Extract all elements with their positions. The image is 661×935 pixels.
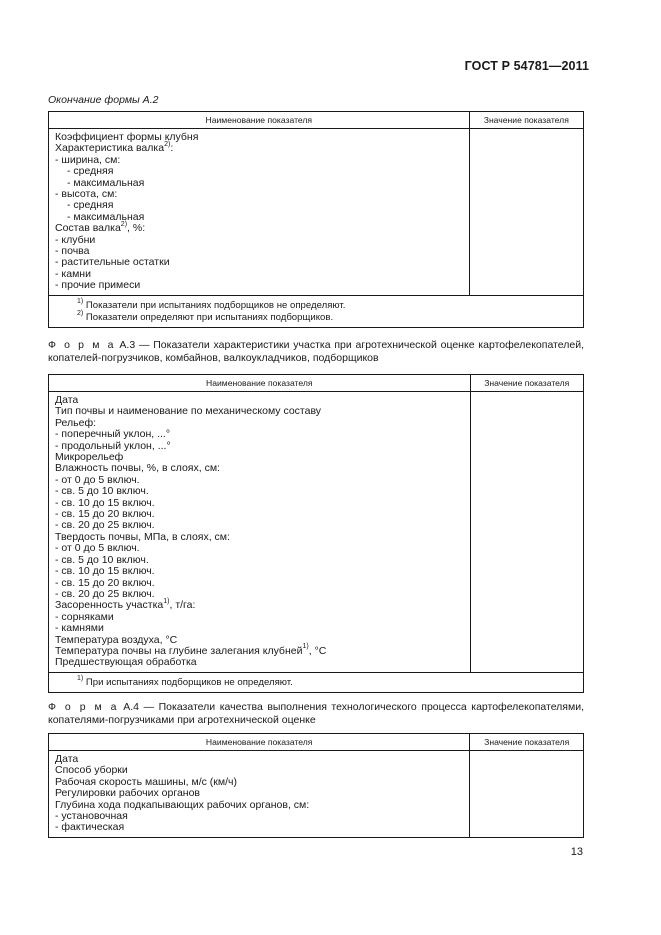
footnotes: [49, 295, 584, 327]
form-a3-title: Ф о р м а А.3 — Показатели характеристики участка при агротехнической оценке картофелекопателей, копателей-погрузчиков, комбайнов, валкоукладчиков, подборщиков: [48, 339, 584, 364]
indicator-line: Дата: [55, 753, 79, 765]
table-body-row: [49, 129, 584, 296]
indicator-line: - сорняками: [55, 610, 114, 623]
column-header-value: Значение показателя: [469, 112, 583, 129]
indicator-line: Дата: [55, 394, 79, 406]
column-header-value: Значение показателя: [470, 734, 584, 751]
table-header-row: [49, 112, 584, 129]
indicator-line: - максимальная: [67, 210, 145, 223]
indicator-line: - камнями: [55, 622, 104, 635]
form-a2-caption: Окончание формы А.2: [48, 94, 159, 106]
indicator-line: - от 0 до 5 включ.: [55, 473, 140, 486]
footnotes: [49, 672, 584, 692]
indicator-line: Засоренность участка$^{1)}$, т/га:: [55, 597, 196, 612]
footnote: $^{2)}$ Показатели определяют при испытаниях подборщиков.: [77, 309, 334, 323]
indicator-line: - св. 10 до 15 включ.: [55, 565, 155, 578]
indicator-line: Глубина хода подкапывающих рабочих органов, см:: [55, 798, 310, 811]
indicator-line: - почва: [55, 245, 90, 258]
table-header-row: [49, 375, 584, 392]
column-header-name: Наименование показателя: [49, 112, 470, 129]
indicator-line: Твердость почвы, МПа, в слоях, см:: [55, 530, 230, 543]
indicator-line: Регулировки рабочих органов: [55, 787, 200, 800]
column-header-value: Значение показателя: [470, 375, 583, 392]
value-cell: [469, 129, 583, 296]
indicator-line: - высота, см:: [55, 188, 118, 201]
indicator-line: - св. 10 до 15 включ.: [55, 496, 155, 509]
indicator-line: - растительные остатки: [55, 256, 170, 269]
indicator-list: [49, 751, 470, 838]
indicator-line: Микрорельеф: [55, 451, 124, 464]
indicator-line: - св. 5 до 10 включ.: [55, 485, 149, 498]
indicator-line: - св. 15 до 20 включ.: [55, 508, 155, 521]
indicator-line: - прочие примеси: [55, 279, 141, 292]
indicator-line: Характеристика валка$^{2)}$:: [55, 140, 174, 155]
value-cell: [470, 392, 583, 673]
indicator-line: - поперечный уклон, ...°: [55, 428, 171, 441]
indicator-line: Рабочая скорость машины, м/с (км/ч): [55, 775, 237, 788]
form-a2-table: [48, 111, 584, 328]
document-id: ГОСТ Р 54781—2011: [464, 59, 589, 73]
column-header-name: Наименование показателя: [49, 734, 470, 751]
table-header-row: [49, 734, 584, 751]
indicator-line: - средняя: [67, 199, 114, 212]
indicator-line: - фактическая: [55, 821, 125, 834]
indicator-list: [49, 129, 470, 296]
table-body-row: [49, 751, 584, 838]
indicator-line: - св. 20 до 25 включ.: [55, 587, 155, 600]
indicator-line: Состав валка$^{2)}$, %:: [55, 220, 146, 235]
column-header-name: Наименование показателя: [49, 375, 471, 392]
indicator-list: [49, 392, 471, 673]
footnote: $^{1)}$ Показатели при испытаниях подборщиков не определяют.: [77, 297, 346, 311]
indicator-line: - св. 20 до 25 включ.: [55, 519, 155, 532]
form-a4-table: [48, 733, 584, 838]
indicator-line: - средняя: [67, 165, 114, 178]
footnote-row: [49, 295, 584, 327]
indicator-line: Влажность почвы, %, в слоях, см:: [55, 462, 220, 475]
indicator-line: - камни: [55, 267, 91, 280]
indicator-line: - св. 5 до 10 включ.: [55, 553, 149, 566]
footnote-row: [49, 672, 584, 692]
indicator-line: - установочная: [55, 810, 128, 823]
indicator-line: Температура почвы на глубине залегания клубней$^{1)}$, °С: [55, 643, 327, 657]
indicator-line: - от 0 до 5 включ.: [55, 542, 140, 555]
indicator-line: Коэффициент формы клубня: [55, 131, 199, 143]
indicator-line: - клубни: [55, 233, 96, 246]
form-a4-title: Ф о р м а А.4 — Показатели качества выполнения технологического процесса картофелекопателями, копателями-погрузчиками при агротехнической оценке: [48, 701, 584, 726]
indicator-line: - максимальная: [67, 176, 145, 189]
indicator-line: - св. 15 до 20 включ.: [55, 576, 155, 589]
footnote: $^{1)}$ При испытаниях подборщиков не определяют.: [77, 674, 293, 688]
indicator-line: Способ уборки: [55, 764, 128, 777]
indicator-line: - ширина, см:: [55, 153, 121, 166]
indicator-line: Тип почвы и наименование по механическому составу: [55, 405, 322, 418]
page-number: 13: [570, 846, 583, 858]
form-a3-table: [48, 374, 584, 693]
indicator-line: - продольный уклон, ...°: [55, 439, 171, 452]
indicator-line: Предшествующая обработка: [55, 656, 197, 669]
indicator-line: Рельеф:: [55, 416, 97, 429]
indicator-line: Температура воздуха, °С: [55, 633, 178, 646]
table-body-row: [49, 392, 584, 673]
value-cell: [470, 751, 584, 838]
